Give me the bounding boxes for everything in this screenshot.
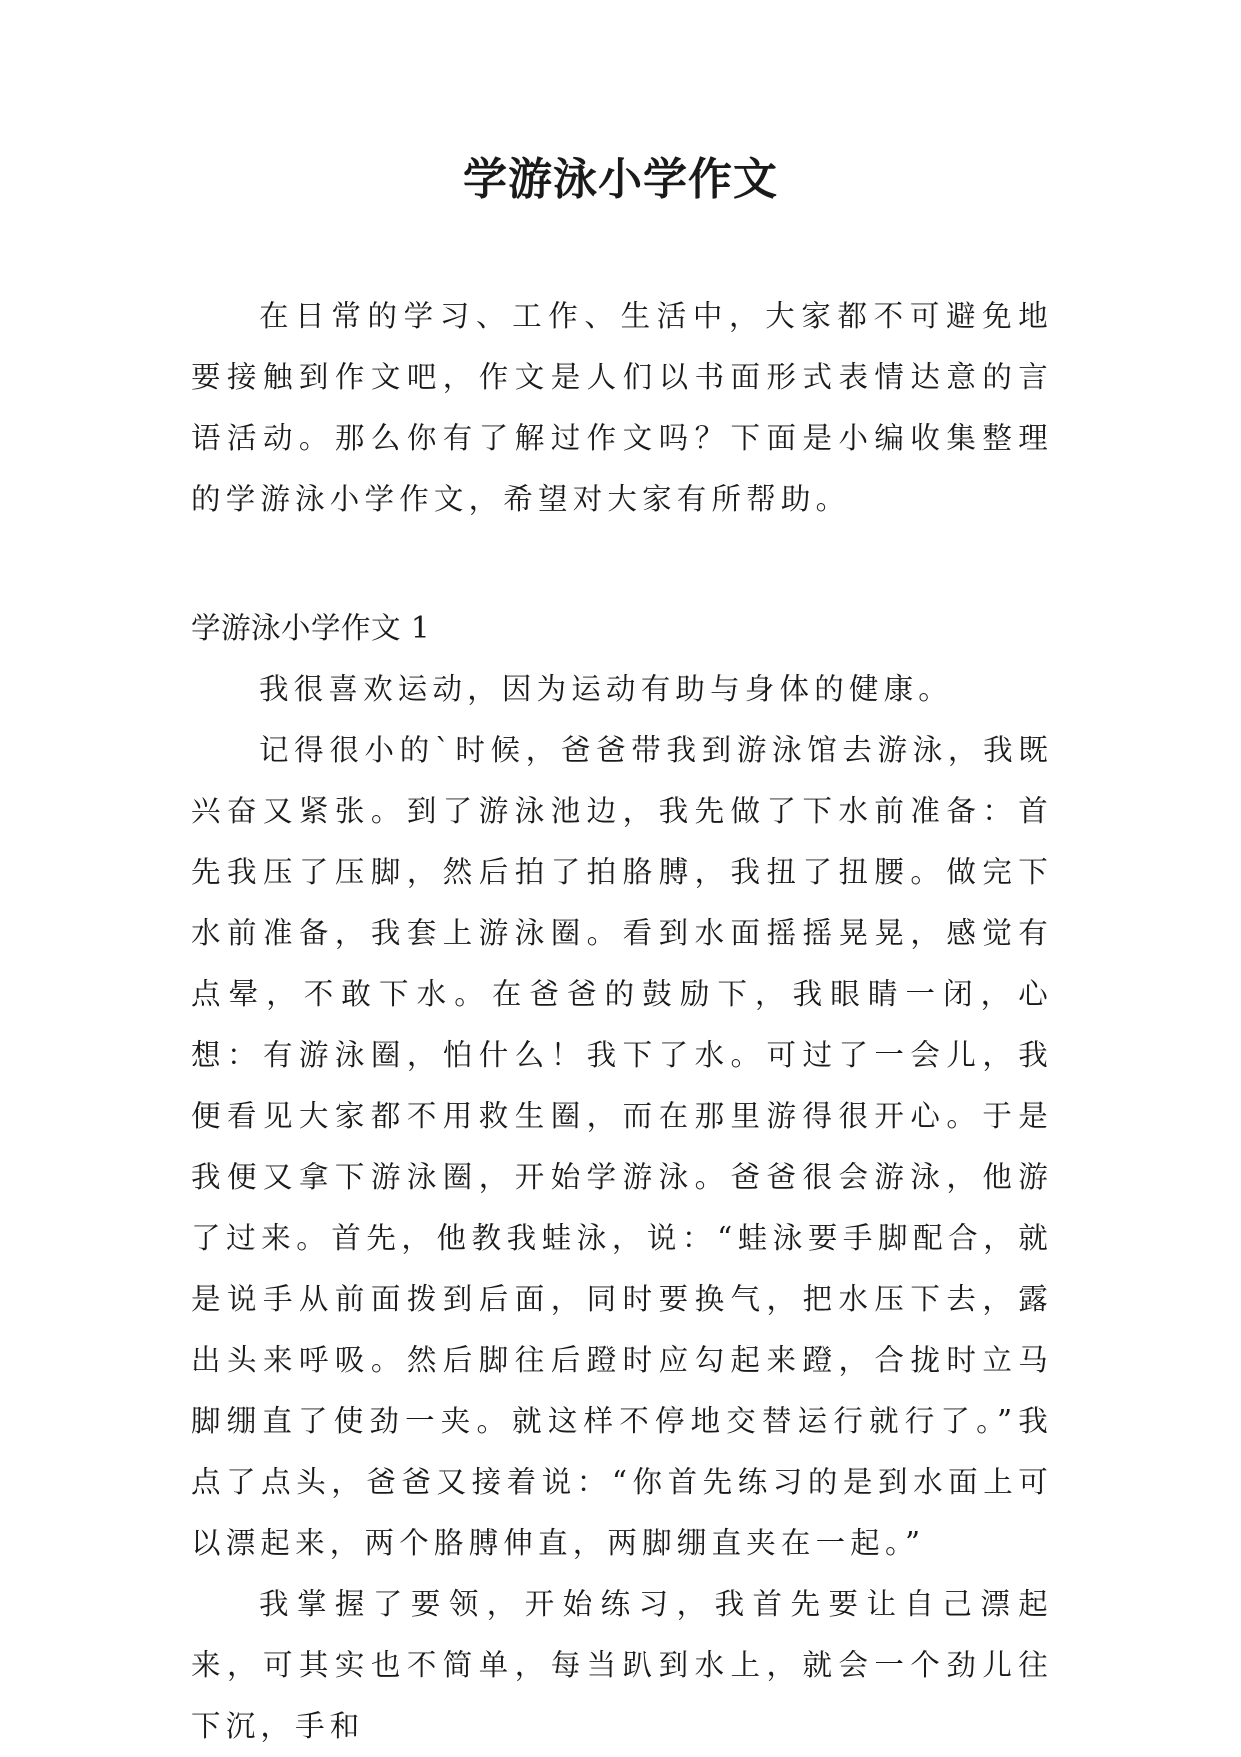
section-heading: 学游泳小学作文 1 — [191, 611, 431, 645]
document-body — [191, 286, 1053, 1757]
document-title: 学游泳小学作文 — [463, 154, 778, 205]
intro-paragraph: 在日常的学习、工作、生活中，大家都不可避免地要接触到作文吧，作文是人们以书面形式表情达意的言语活动。那么你有了解过作文吗？下面是小编收集整理的学游泳小学作文，希望对大家有所帮助。 — [191, 299, 1053, 516]
body-paragraph-1: 我很喜欢运动，因为运动有助与身体的健康。 — [259, 672, 954, 706]
body-paragraph-2: 记得很小的`时候，爸爸带我到游泳馆去游泳，我既兴奋又紧张。到了游泳池边，我先做了下水前准备：首先我压了压脚，然后拍了拍胳膊，我扭了扭腰。做完下水前准备，我套上游泳圈。看到水面摇摇晃晃，感觉有点晕，不敢下水。在爸爸的鼓励下，我眼睛一闭，心想：有游泳圈，怕什么！我下了水。可过了一会儿，我便看见大家都不用救生圈，而在那里游得很开心。于是我便又拿下游泳圈，开始学游泳。爸爸很会游泳，他游了过来。首先，他教我蛙泳，说：“蛙泳要手脚配合，就是说手从前面拨到后面，同时要换气，把水压下去，露出头来呼吸。然后脚往后蹬时应勾起来蹬，合拢时立马脚绷直了使劲一夹。就这样不停地交替运行就行了。”我点了点头，爸爸又接着说：“你首先练习的是到水面上可以漂起来，两个胳膊伸直，两脚绷直夹在一起。” — [191, 733, 1053, 1560]
body-paragraph-3: 我掌握了要领，开始练习，我首先要让自己漂起来，可其实也不简单，每当趴到水上，就会一个劲儿往下沉，手和 — [191, 1587, 1053, 1743]
